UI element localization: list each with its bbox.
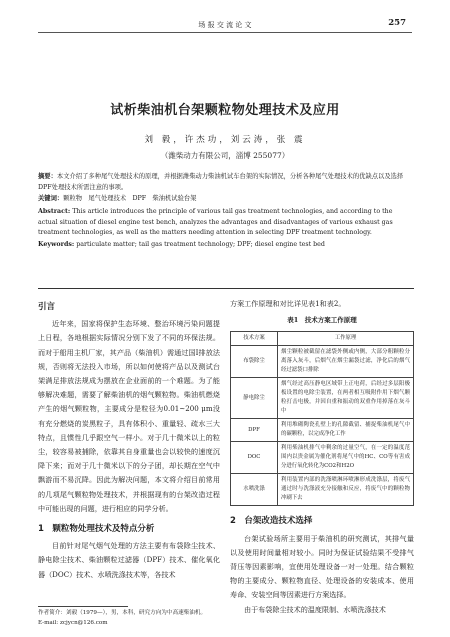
table-row [231, 419, 414, 442]
table-row [231, 474, 414, 506]
abstract-en [38, 207, 414, 239]
footnote-email: E-mail: zcjycn@126.com [38, 620, 108, 626]
table-1-caption: 表1 技术方案工作原理 [287, 316, 357, 325]
keywords-cn [38, 194, 414, 205]
table-row [231, 346, 414, 378]
table-intro-line: 方案工作原理和对比详见表1和表2。 [230, 299, 346, 308]
abstract-en-label: Abstract: [38, 208, 71, 215]
section-2-paragraph-1: 台架试验场所主要用于柴油机的研究测试，其排气量以及使用时间量相对较小。同时为保证试验结果不受排气背压等因素影响，宜使用处理设备一对一处理。结合颗粒物的主要成分、颗粒物直径、处理设备的安装成本、使用寿命、安装空间等因素进行方案选择。 [230, 533, 414, 600]
table-cell-text: 烟尘颗粒被截留在滤袋外侧或内侧，大部分粗颗粒分离落入灰斗，后烟气在烟尘漏袋过滤，净化后的烟气经过滤袋口排除 [278, 346, 414, 378]
table-cell-text: 烟气经过高压静电区域带上正电荷，后经过多层阳极板设置的电除尘装置，在两者相互吸附作用下烟气颗粒打击电极，并因自重和振动的双重作用掉落在灰斗中 [278, 378, 414, 419]
table-1 [230, 331, 414, 506]
section-1-heading: 1 颗粒物处理技术及特点分析 [38, 524, 155, 535]
table-cell-text: 利用装置内部的洗涤喷淋环喷淋形成洗涤层，将废气通过时与洗涤液充分接触和反应，将废气中的颗粒物冲刷下去 [278, 474, 414, 506]
table-header-row [231, 332, 414, 346]
table-cell-text: 利用堆砌陶瓷孔壁上的孔隙截留、捕捉柴油机尾气中的碳颗粒，以完成净化工作 [278, 419, 414, 442]
table-header-cell: 工作原理 [278, 332, 414, 346]
footnote-author: 作者简介：刘毅（1979—），男，本科，研究方向为中高速柴油机。 [38, 610, 207, 616]
table-header-cell: 技术方案 [231, 332, 278, 346]
abstract-cn [38, 172, 414, 193]
intro-paragraph: 近年来，国家将保护生态环境、整治环境污染问题提上日程，各地根据实际情况分别下发了不同的环保法规。而对于船用主机厂家，其产品（柴油机）需通过国Ⅰ排放法规，否则将无法投入市场，所以如何使将产品以及测试台架满足排放法规成为摆放在企业面前的一个难题。为了能够解决难题，需要了解柴油机的烟气颗粒物。柴油机燃烧产生的烟气颗粒物，主要成分是粒径为0.01~200 μm没有充分燃烧的炭黑粒子，具有体积小、重量轻、疏水三大特点，且惯性几乎跟空气一样小。对于几十微米以上的粒尘，较容易被捕除，依靠其自身重量也会以较快的速度沉降下来；而对于几十微米以下的分子团，却长期在空气中飘游而不易沉降。因此为解决问题，本文将介绍目前常用的几项尾气颗粒物处理技术，并根据现有的台架改造过程中可能出现的问题，进行相应的同学分析。 [38, 319, 220, 513]
abstract-cn-label: 摘要： [38, 173, 57, 180]
abstract-cn-text: 本文介绍了多种尾气处理技术的原理，并根据潍柴动力柴油机试车台架的实际情况，分析各种尾气处理技术的优缺点以及选择DPF处理技术所需注意的事项。 [38, 173, 404, 191]
intro-heading: 引言 [38, 302, 56, 312]
authors: 刘 毅，许杰功，刘云涛，张 震 [144, 135, 306, 145]
affiliation: （潍柴动力有限公司，淄博 255077） [160, 151, 290, 160]
paper-title: 试析柴油机台架颗粒物处理技术及应用 [110, 103, 340, 118]
table-cell-name: DOC [231, 442, 278, 474]
right-column [230, 297, 414, 617]
table-cell-name: 静电除尘 [231, 378, 278, 419]
journal-section-title: 场 报 交 流 论 文 [198, 21, 252, 29]
table-cell-name: 水喷洗涤 [231, 474, 278, 506]
keywords-en-text: particulate matter; tail gas treatment technology; DPF; diesel engine test bed [74, 241, 325, 248]
abstract-en-text: This article introduces the principle of various tail gas treatment technologies, and according to the actual situation of diesel engine test bench, analyzes the advantages and disadvantages of various exhaust gas treatment technologies, as well as the matters needing attention in selecting DPF treatment technology. [38, 208, 393, 236]
table-row [231, 442, 414, 474]
table-cell-text: 利用柴油机排气中剩余的过量空气，在一定的温度范围内以贵金属为催化剂将尾气中的HC、CO等有害成分进行氧化转化为CO2和H2O [278, 442, 414, 474]
section-2-paragraph-2: 由于布袋除尘技术的温度限制、水喷洗涤技术 [244, 604, 386, 614]
running-header [38, 18, 412, 33]
footnote-rule [38, 606, 128, 607]
keywords-cn-text: 颗粒物 尾气处理技术 DPF 柴油机试验台架 [63, 195, 197, 202]
abstract-divider [38, 288, 414, 289]
left-column [38, 300, 220, 582]
table-row [231, 378, 414, 419]
page-number: 257 [388, 18, 406, 28]
keywords-cn-label: 关键词： [38, 195, 64, 202]
section-2-heading: 2 台架改造技术选择 [230, 516, 313, 527]
table-cell-name: 布袋除尘 [231, 346, 278, 378]
keywords-en-label: Keywords: [38, 241, 75, 248]
keywords-en [38, 240, 414, 251]
table-cell-name: DPF [231, 419, 278, 442]
section-1-paragraph: 目前针对尾气烟气处理的方法主要有布袋除尘技术、静电除尘技术、柴油颗粒过滤器（DPF）技术、催化氧化器（DOC）技术、水喷洗涤技术等，各技术 [38, 541, 220, 579]
